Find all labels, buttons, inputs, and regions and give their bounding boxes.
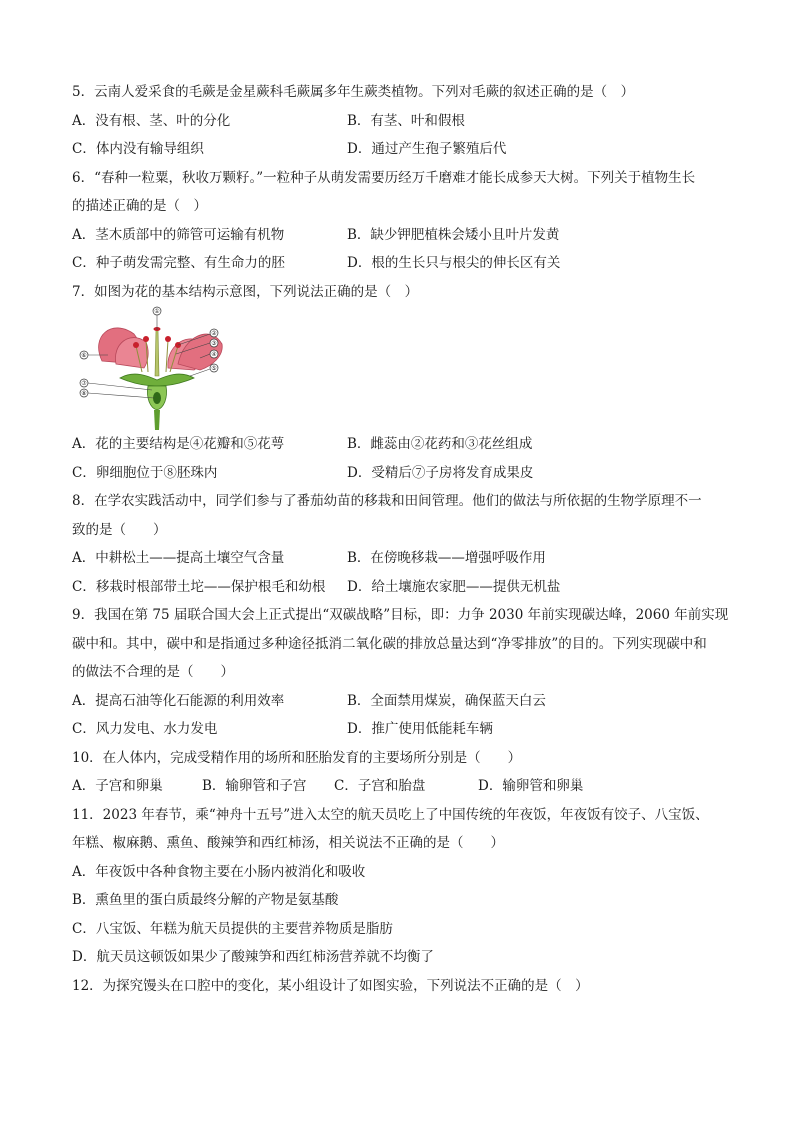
question-7-options-ab (72, 430, 722, 459)
q7-option-d: D．受精后⑦子房将发育成果皮 (347, 464, 534, 481)
figure-label-8: ⑧ (81, 390, 87, 397)
question-6-options-cd (72, 249, 722, 278)
q6-option-c: C．种子萌发需完整、有生命力的胚 (72, 255, 285, 271)
q10-option-b: B．输卵管和子宫 (202, 778, 307, 794)
q9-option-b: B．全面禁用煤炭，确保蓝天白云 (347, 692, 546, 709)
q8-option-a: A．中耕松土——提高土壤空气含量 (72, 550, 285, 566)
q6-option-b: B．缺少钾肥植株会矮小且叶片发黄 (347, 226, 560, 243)
question-8-options-cd (72, 573, 722, 602)
question-11-stem-line-1: 11．2023 年春节，乘“神舟十五号”进入太空的航天员吃上了中国传统的年夜饭，年夜饭有饺子、八宝饭、 (72, 806, 709, 823)
flower-structure-figure (72, 306, 722, 430)
q11-option-d: D．航天员这顿饭如果少了酸辣笋和西红柿汤营养就不均衡了 (72, 949, 434, 965)
question-9-stem-line-2: 碳中和。其中，碳中和是指通过多种途径抵消二氧化碳的排放总量达到“净零排放”的目的。下列实现碳中和 (72, 635, 707, 652)
q5-option-b: B．有茎、叶和假根 (347, 112, 465, 129)
question-9-stem-line-1: 9．我国在第 75 届联合国大会上正式提出“双碳战略”目标，即：力争 2030 年前实现碳达峰，2060 年前实现 (72, 607, 729, 623)
q11-option-c: C．八宝饭、年糕为航天员提供的主要营养物质是脂肪 (72, 920, 393, 937)
question-5-options-cd (72, 135, 722, 164)
question-7-stem: 7．如图为花的基本结构示意图，下列说法正确的是（ ） (72, 283, 419, 300)
q11-option-b: B．熏鱼里的蛋白质最终分解的产物是氨基酸 (72, 892, 339, 908)
q9-option-c: C．风力发电、水力发电 (72, 721, 218, 737)
question-6-stem-line-2: 的描述正确的是（ ） (72, 198, 207, 214)
question-8-options-ab (72, 544, 722, 573)
stem (154, 410, 160, 430)
question-5-options-ab (72, 107, 722, 136)
question-12-stem: 12．为探究馒头在口腔中的变化，某小组设计了如图实验，下列说法不正确的是（ ） (72, 977, 589, 994)
q10-option-d: D．输卵管和卵巢 (478, 778, 584, 794)
flower-diagram (72, 306, 242, 430)
figure-label-7: ⑦ (81, 380, 87, 387)
question-6-stem-line-1: 6．“春种一粒粟，秋收万颗籽。”一粒种子从萌发需要历经万千磨难才能长成参天大树。下列关于植物生长 (72, 169, 696, 186)
q9-option-a: A．提高石油等化石能源的利用效率 (72, 692, 285, 709)
figure-label-4: ④ (211, 351, 217, 358)
question-10-options (72, 772, 722, 801)
q10-option-c: C．子宫和胎盘 (334, 778, 426, 794)
q5-option-a: A．没有根、茎、叶的分化 (72, 112, 231, 129)
q6-option-d: D．根的生长只与根尖的伸长区有关 (347, 255, 561, 271)
q7-option-b: B．雌蕊由②花药和③花丝组成 (347, 436, 533, 452)
q8-option-b: B．在傍晚移栽——增强呼吸作用 (347, 550, 546, 566)
q5-option-d: D．通过产生孢子繁殖后代 (347, 141, 507, 157)
q8-option-c: C．移栽时根部带土坨——保护根毛和幼根 (72, 578, 326, 595)
question-5-stem: 5．云南人爱采食的毛蕨是金星蕨科毛蕨属多年生蕨类植物。下列对毛蕨的叙述正确的是（ ） (72, 84, 635, 100)
question-10-stem: 10．在人体内，完成受精作用的场所和胚胎发育的主要场所分别是（ ） (72, 749, 522, 766)
figure-label-5: ⑤ (211, 365, 217, 372)
figure-label-3: ③ (211, 340, 217, 347)
q6-option-a: A．茎木质部中的筛管可运输有机物 (72, 226, 285, 243)
q5-option-c: C．体内没有输导组织 (72, 141, 204, 157)
figure-label-2: ② (211, 330, 217, 337)
question-8-stem-line-1: 8．在学农实践活动中，同学们参与了番茄幼苗的移栽和田间管理。他们的做法与所依据的生物学原理不一 (72, 493, 702, 509)
pistil (155, 330, 159, 376)
question-7-options-cd (72, 459, 722, 488)
q7-option-c: C．卵细胞位于⑧胚珠内 (72, 464, 218, 481)
q8-option-d: D．给土壤施农家肥——提供无机盐 (347, 578, 561, 595)
q10-option-a: A．子宫和卵巢 (72, 778, 163, 794)
q11-option-a: A．年夜饭中各种食物主要在小肠内被消化和吸收 (72, 863, 366, 880)
exam-page (72, 78, 729, 1000)
q7-option-a: A．花的主要结构是④花瓣和⑤花萼 (72, 436, 285, 452)
question-9-stem-line-3: 的做法不合理的是（ ） (72, 664, 234, 680)
question-9-options-cd (72, 715, 722, 744)
figure-label-1: ① (154, 308, 160, 315)
question-11-stem-line-2: 年糕、椒麻鹅、熏鱼、酸辣笋和西红柿汤，相关说法不正确的是（ ） (72, 835, 504, 851)
question-8-stem-line-2: 致的是（ ） (72, 521, 167, 538)
question-6-options-ab (72, 221, 722, 250)
question-9-options-ab (72, 687, 722, 716)
q9-option-d: D．推广使用低能耗车辆 (347, 721, 493, 737)
figure-label-6: ⑥ (81, 352, 87, 359)
